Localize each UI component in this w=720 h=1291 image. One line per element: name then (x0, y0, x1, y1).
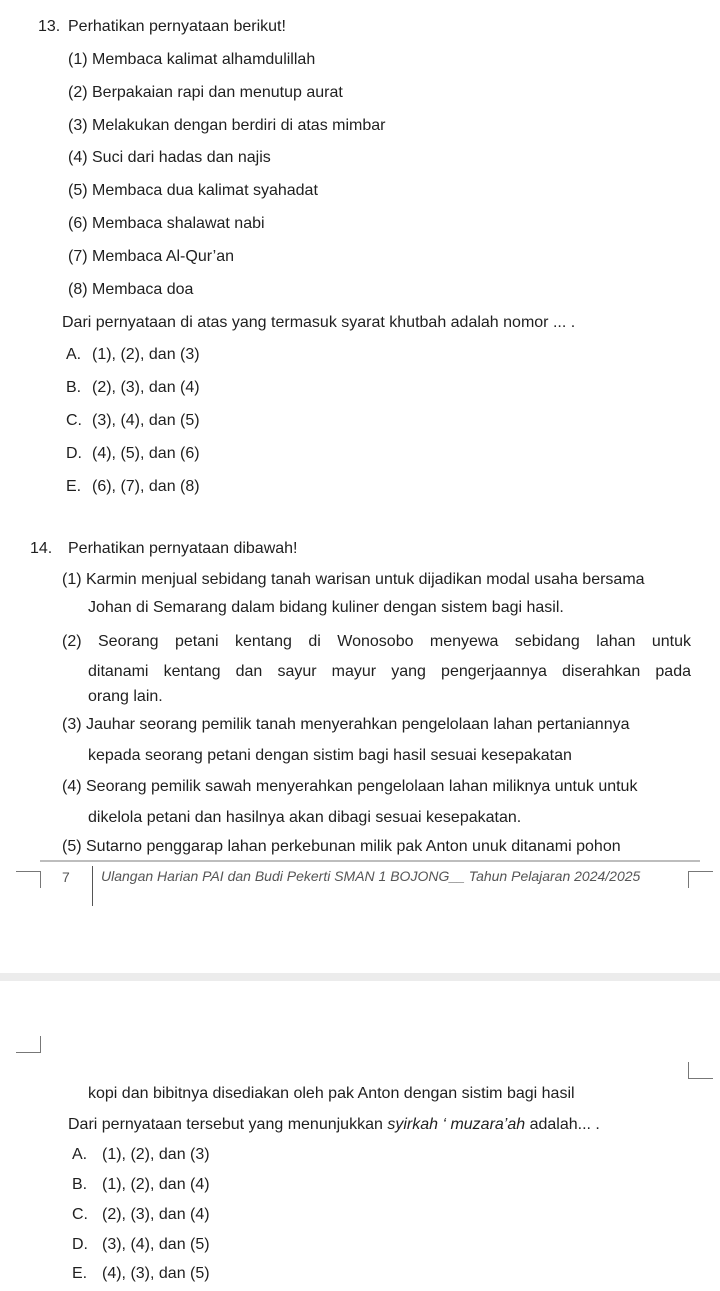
option-text: (6), (7), dan (8) (92, 478, 200, 495)
option-text: (2), (3), dan (4) (92, 379, 200, 396)
option-text: (1), (2), dan (3) (102, 1146, 210, 1163)
list-item: (3) Melakukan dengan berdiri di atas mimbar (68, 117, 386, 134)
option-text: (1), (2), dan (3) (92, 346, 200, 363)
statement-2-line-3: orang lain. (88, 688, 163, 705)
question-14-text (68, 1116, 600, 1134)
option-13-a[interactable] (66, 346, 200, 364)
list-item: (7) Membaca Al-Qur’an (68, 248, 234, 265)
question-14-prompt: Perhatikan pernyataan dibawah! (68, 540, 298, 557)
option-letter: D. (72, 1236, 88, 1253)
crop-mark (16, 871, 41, 888)
option-letter: E. (66, 478, 82, 495)
question-14-text-after: adalah... . (525, 1116, 600, 1133)
page-gap (0, 973, 720, 981)
question-14-number: 14. (30, 540, 53, 557)
list-item: (2) Berpakaian rapi dan menutup aurat (68, 84, 343, 101)
option-text: (3), (4), dan (5) (92, 412, 200, 429)
option-13-c[interactable] (66, 412, 200, 430)
option-letter: D. (66, 445, 82, 462)
option-14-d[interactable] (72, 1236, 210, 1254)
statement-4-line-1: (4) Seorang pemilik sawah menyerahkan pengelolaan lahan miliknya untuk untuk (62, 778, 638, 795)
list-item: (6) Membaca shalawat nabi (68, 215, 265, 232)
question-13-text: Dari pernyataan di atas yang termasuk syarat khutbah adalah nomor ... . (62, 314, 576, 331)
option-text: (2), (3), dan (4) (102, 1206, 210, 1223)
list-item: (8) Membaca doa (68, 281, 194, 298)
statement-3-line-1: (3) Jauhar seorang pemilik tanah menyerahkan pengelolaan lahan pertaniannya (62, 716, 630, 733)
option-13-d[interactable] (66, 445, 200, 463)
option-text: (3), (4), dan (5) (102, 1236, 210, 1253)
footer-page-number: 7 (62, 869, 70, 885)
statement-3-line-2: kepada seorang petani dengan sistim bagi hasil sesuai kesepakatan (88, 747, 572, 764)
crop-mark (16, 1036, 41, 1053)
option-14-c[interactable] (72, 1206, 210, 1224)
question-13-number: 13. (38, 18, 61, 35)
option-letter: E. (72, 1265, 88, 1282)
statement-4-line-2: dikelola petani dan hasilnya akan dibagi sesuai kesepakatan. (88, 809, 522, 826)
option-13-e[interactable] (66, 478, 200, 496)
statement-2-line-2: ditanami kentang dan sayur mayur yang pengerjaannya diserahkan pada (88, 663, 691, 680)
statement-1-line-2: Johan di Semarang dalam bidang kuliner dengan sistem bagi hasil. (88, 599, 564, 616)
option-13-b[interactable] (66, 379, 200, 397)
statement-5-line-1: (5) Sutarno penggarap lahan perkebunan milik pak Anton unuk ditanami pohon (62, 838, 621, 855)
option-text: (4), (5), dan (6) (92, 445, 200, 462)
option-14-a[interactable] (72, 1146, 210, 1164)
list-item: (4) Suci dari hadas dan najis (68, 149, 271, 166)
option-14-b[interactable] (72, 1176, 210, 1194)
option-text: (4), (3), dan (5) (102, 1265, 210, 1282)
statement-2-line-1: (2) Seorang petani kentang di Wonosobo menyewa sebidang lahan untuk (62, 633, 691, 650)
statement-5-line-2: kopi dan bibitnya disediakan oleh pak Anton dengan sistim bagi hasil (88, 1085, 575, 1102)
crop-mark (688, 871, 713, 888)
question-14-term: syirkah ‘ muzara’ah (387, 1116, 526, 1133)
option-14-e[interactable] (72, 1265, 210, 1283)
list-item: (1) Membaca kalimat alhamdulillah (68, 51, 316, 68)
option-letter: C. (66, 412, 82, 429)
option-letter: A. (72, 1146, 88, 1163)
crop-mark (688, 1062, 713, 1079)
option-letter: C. (72, 1206, 88, 1223)
option-letter: A. (66, 346, 82, 363)
option-text: (1), (2), dan (4) (102, 1176, 210, 1193)
option-letter: B. (72, 1176, 88, 1193)
list-item: (5) Membaca dua kalimat syahadat (68, 182, 318, 199)
footer-text: Ulangan Harian PAI dan Budi Pekerti SMAN 1 BOJONG__ Tahun Pelajaran 2024/2025 (101, 868, 641, 884)
footer-divider (40, 860, 700, 862)
question-14-text-before: Dari pernyataan tersebut yang menunjukkan (68, 1116, 388, 1133)
question-13-prompt: Perhatikan pernyataan berikut! (68, 18, 286, 35)
option-letter: B. (66, 379, 82, 396)
footer-separator (92, 866, 93, 906)
statement-1-line-1: (1) Karmin menjual sebidang tanah warisan untuk dijadikan modal usaha bersama (62, 571, 645, 588)
